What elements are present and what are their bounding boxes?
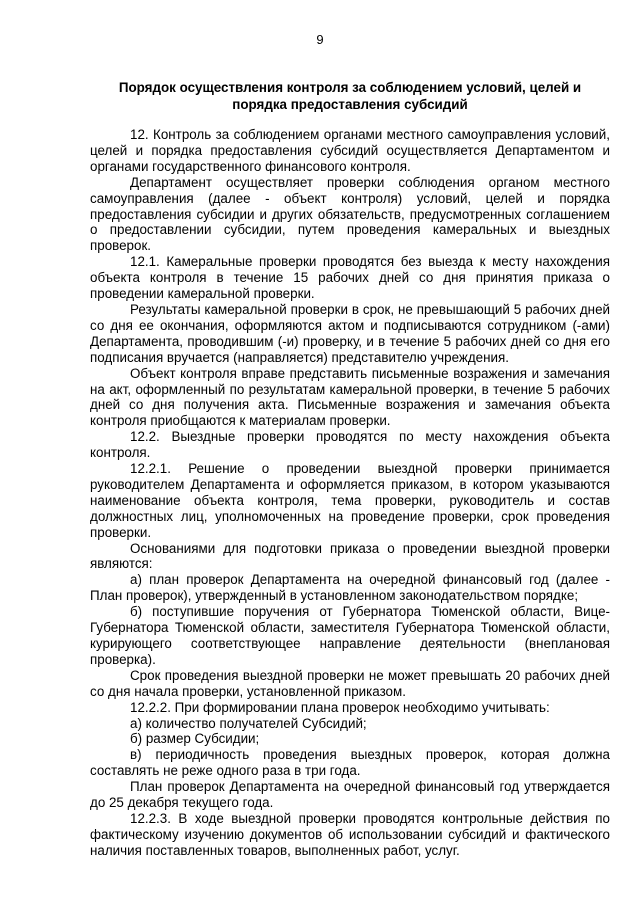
paragraph: в) периодичность проведения выездных проверок, которая должна составлять не реже одного раза в три года. bbox=[90, 747, 610, 779]
paragraph: Департамент осуществляет проверки соблюдения органом местного самоуправления (далее - объект контроля) условий, целей и порядка предоставления субсидии и других обязательств, предусмотренных соглашением о предоставлении субсидии, путем проведения камеральных и выездных проверок. bbox=[90, 174, 610, 254]
paragraph: План проверок Департамента на очередной финансовый год утверждается до 25 декабря текущего года. bbox=[90, 779, 610, 811]
page-number: 9 bbox=[316, 32, 324, 47]
paragraph: 12.1. Камеральные проверки проводятся без выезда к месту нахождения объекта контроля в течение 15 рабочих дней со дня принятия приказа о проведении камеральной проверки. bbox=[90, 254, 610, 302]
paragraph: а) количество получателей Субсидий; bbox=[130, 715, 367, 731]
document-body bbox=[90, 127, 610, 859]
paragraph: 12.2.1. Решение о проведении выездной проверки принимается руководителем Департамента и оформляется приказом, в котором указываются наименование объекта контроля, тема проверки, руководитель и состав должностных лиц, уполномоченных на проведение проверки, срок проведения проверки. bbox=[90, 461, 610, 540]
paragraph: 12. Контроль за соблюдением органами местного самоуправления условий, целей и порядка предоставления субсидий осуществляется Департаментом и органами государственного финансового контроля. bbox=[90, 127, 610, 174]
paragraph: Объект контроля вправе представить письменные возражения и замечания на акт, оформленный по результатам камеральной проверки, в течение 5 рабочих дней со дня получения акта. Письменные возражения и замечания объекта контроля приобщаются к материалам проверки. bbox=[90, 365, 610, 429]
paragraph: а) план проверок Департамента на очередной финансовый год (далее - План проверок), утвержденный в установленном законодательством порядке; bbox=[90, 572, 610, 604]
paragraph: 12.2.2. При формировании плана проверок необходимо учитывать: bbox=[130, 699, 550, 715]
section-heading: Порядок осуществления контроля за соблюдением условий, целей и порядка предоставления субсидий bbox=[118, 80, 582, 112]
paragraph: б) размер Субсидии; bbox=[130, 731, 260, 747]
paragraph: 12.2.3. В ходе выездной проверки проводятся контрольные действия по фактическому изучению документов об использовании субсидий и фактического наличия поставленных товаров, выполненных работ, услуг. bbox=[90, 810, 610, 858]
paragraph: 12.2. Выездные проверки проводятся по месту нахождения объекта контроля. bbox=[90, 429, 610, 461]
paragraph: б) поступившие поручения от Губернатора Тюменской области, Вице-Губернатора Тюменской области, заместителя Губернатора Тюменской области, курирующего соответствующее направление деятельности (внеплановая проверка). bbox=[90, 604, 610, 667]
paragraph: Срок проведения выездной проверки не может превышать 20 рабочих дней со дня начала проверки, установленной приказом. bbox=[90, 667, 610, 699]
paragraph: Результаты камеральной проверки в срок, не превышающий 5 рабочих дней со дня ее окончания, оформляются актом и подписываются сотрудником (-ами) Департамента, проводившим (-и) проверку, и в течение 5 рабочих дней со дня его подписания вручается (направляется) представителю учреждения. bbox=[90, 301, 610, 365]
paragraph: Основаниями для подготовки приказа о проведении выездной проверки являются: bbox=[90, 540, 610, 572]
